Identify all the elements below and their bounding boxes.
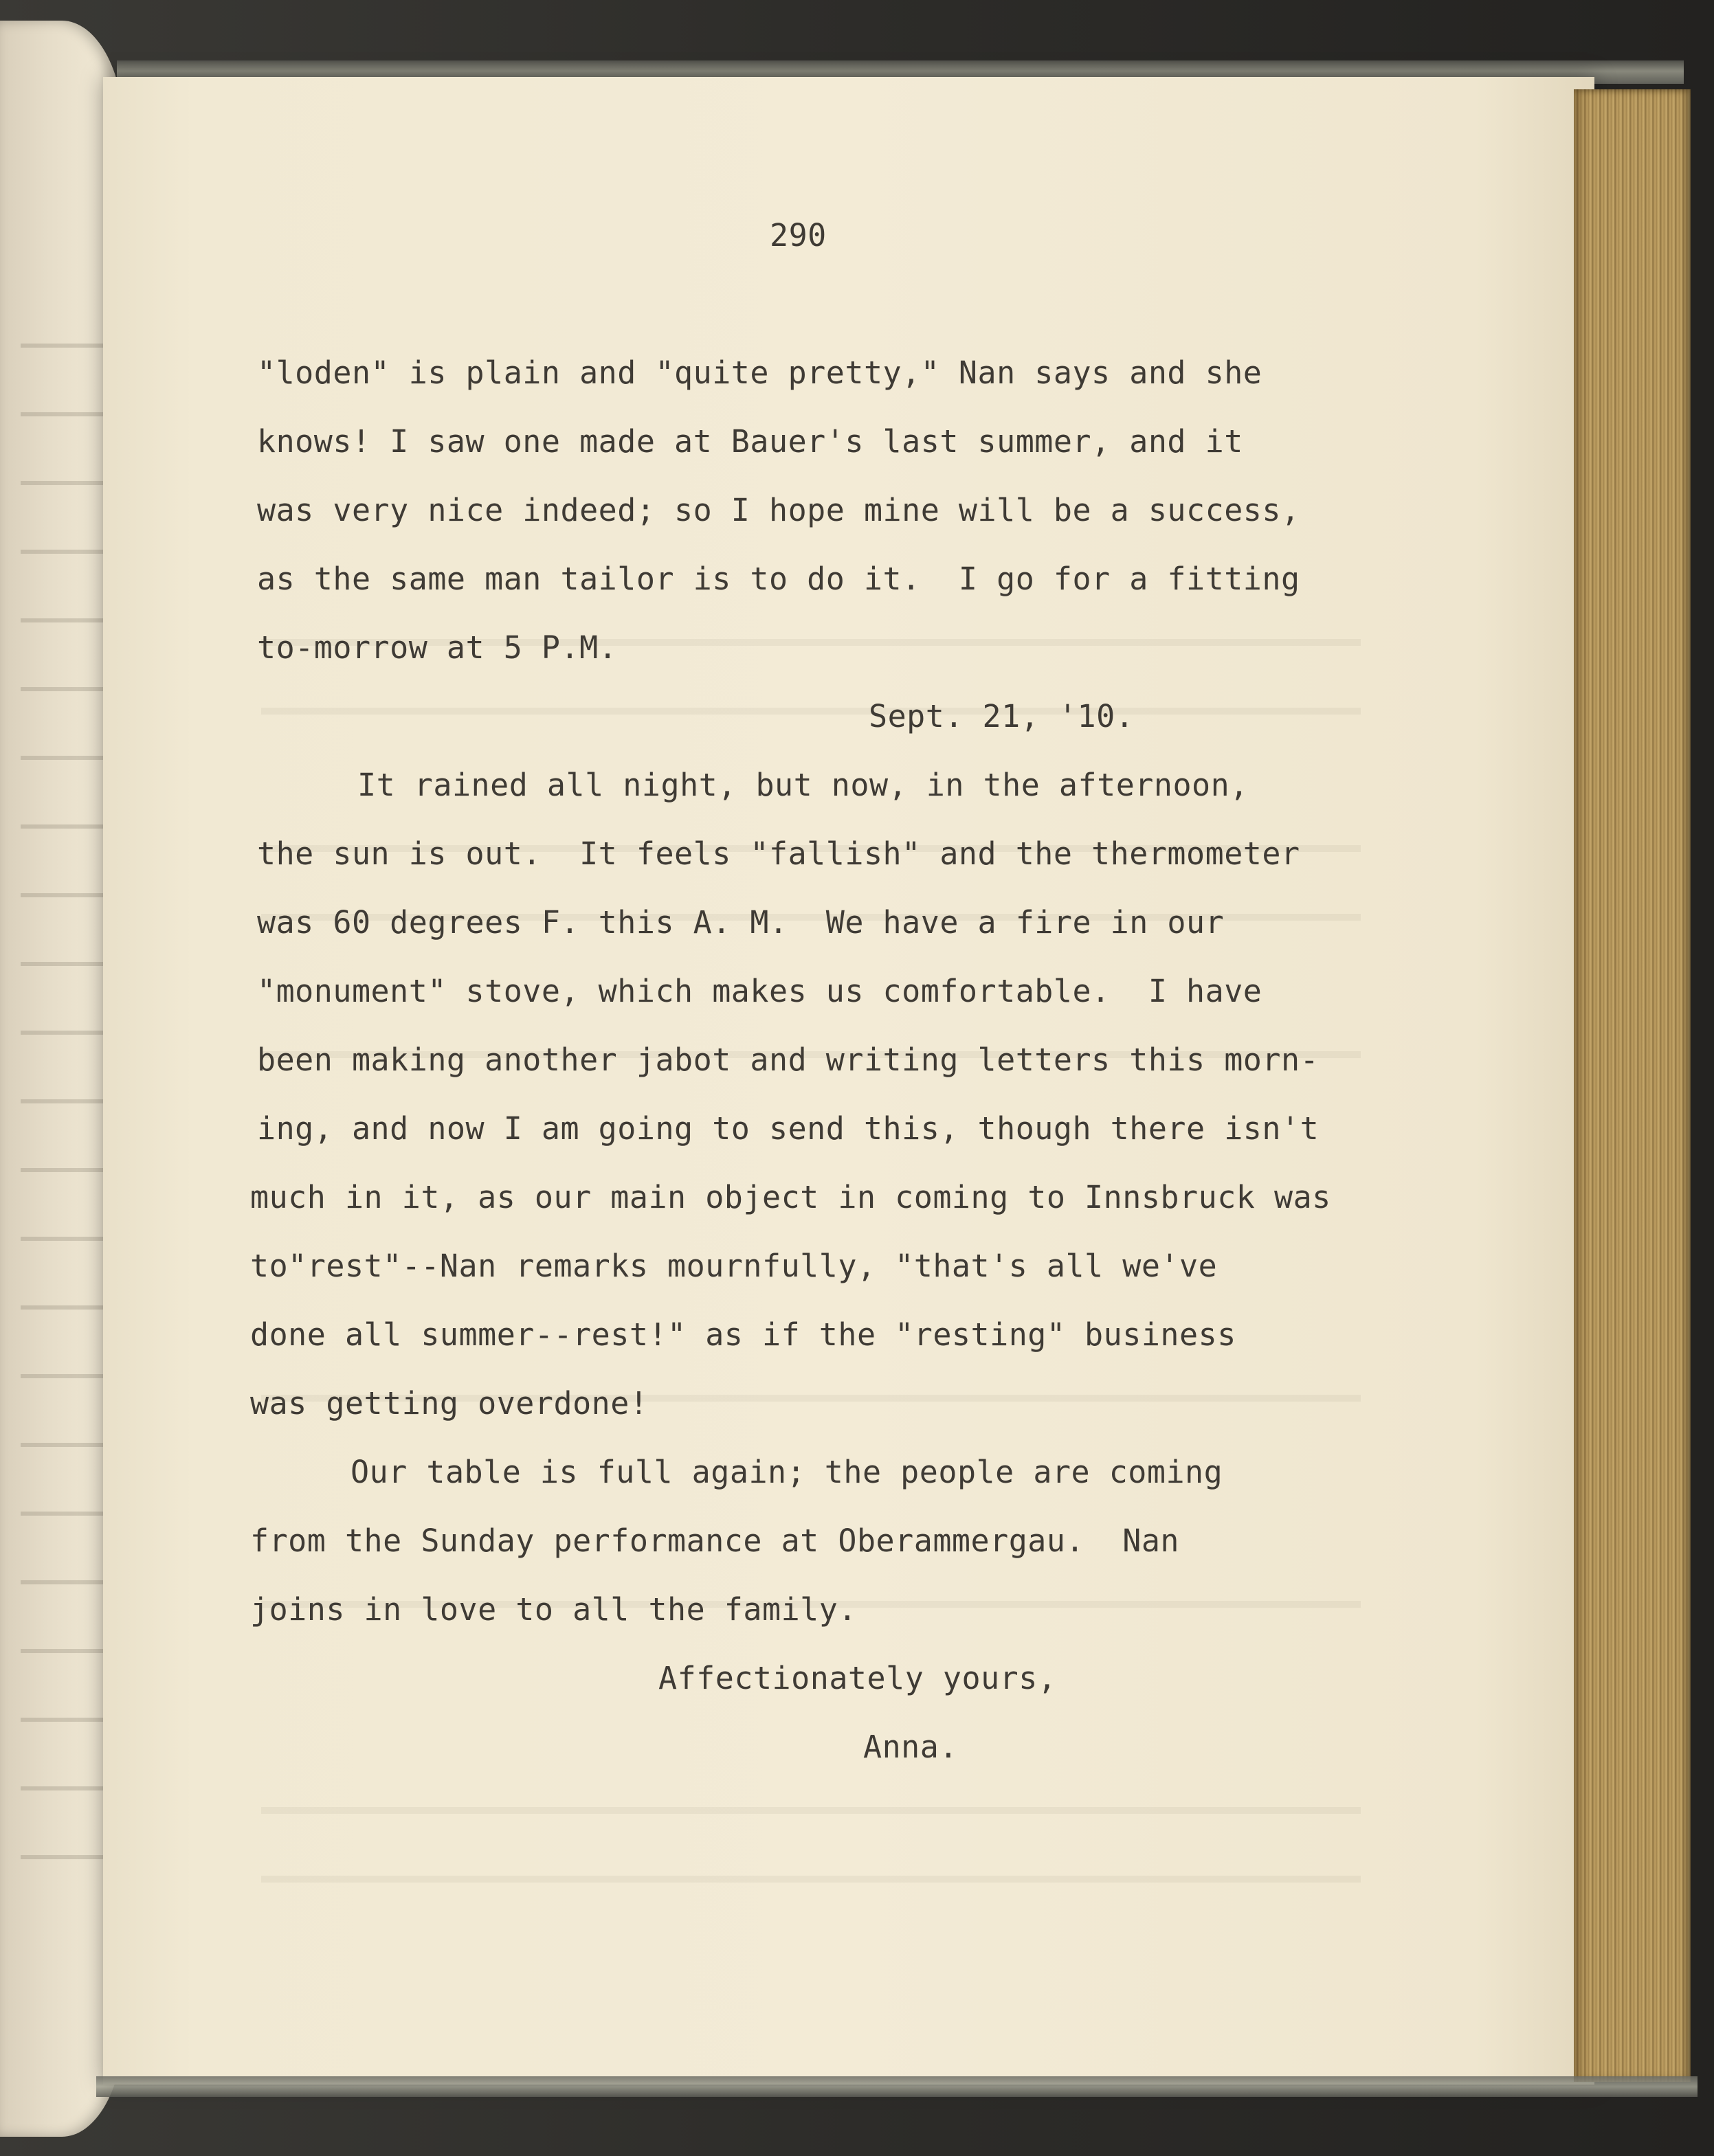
show-through-text <box>261 1876 1361 1883</box>
facing-page-text-shadow <box>21 1305 117 1310</box>
facing-page-text-shadow <box>21 687 117 691</box>
binding-band-bottom <box>96 2076 1698 2097</box>
text-line: much in it, as our main object in coming to Innsbruck was <box>250 1179 1331 1215</box>
facing-page-text-shadow <box>21 1168 117 1172</box>
text-line: ing, and now I am going to send this, though there isn't <box>257 1110 1320 1147</box>
facing-page-text-shadow <box>21 1031 117 1035</box>
letter-signature: Anna. <box>863 1729 958 1765</box>
letter-closing: Affectionately yours, <box>658 1660 1057 1696</box>
facing-page-text-shadow <box>21 1237 117 1241</box>
text-line: "monument" stove, which makes us comfortable. I have <box>257 973 1262 1009</box>
page-edges <box>1574 89 1691 2082</box>
facing-page-text-shadow <box>21 550 117 554</box>
text-line: was getting overdone! <box>250 1385 649 1422</box>
facing-page-text-shadow <box>21 824 117 829</box>
facing-page-text-shadow <box>21 1443 117 1447</box>
text-line: as the same man tailor is to do it. I go for a fitting <box>257 561 1300 597</box>
text-line: to-morrow at 5 P.M. <box>257 629 618 666</box>
text-line: to"rest"--Nan remarks mournfully, "that's all we've <box>250 1248 1218 1284</box>
text-line: joins in love to all the family. <box>250 1591 857 1628</box>
text-line: knows! I saw one made at Bauer's last summer, and it <box>257 423 1243 460</box>
text-line: was 60 degrees F. this A. M. We have a fire in our <box>257 904 1225 941</box>
letter-date: Sept. 21, '10. <box>869 698 1135 734</box>
page-number: 290 <box>770 217 827 254</box>
facing-page-text-shadow <box>21 1718 117 1722</box>
text-line: been making another jabot and writing letters this morn- <box>257 1042 1320 1078</box>
facing-page-text-shadow <box>21 756 117 760</box>
text-line: It rained all night, but now, in the afternoon, <box>357 767 1249 803</box>
facing-page-text-shadow <box>21 1786 117 1790</box>
facing-page-text-shadow <box>21 618 117 622</box>
text-line: from the Sunday performance at Oberammergau. Nan <box>250 1523 1180 1559</box>
show-through-text <box>261 1807 1361 1814</box>
facing-page-text-shadow <box>21 344 117 348</box>
facing-page-text-shadow <box>21 1855 117 1859</box>
facing-page-text-shadow <box>21 1580 117 1584</box>
text-line: done all summer--rest!" as if the "resting" business <box>250 1316 1236 1353</box>
text-line: "loden" is plain and "quite pretty," Nan says and she <box>257 355 1262 391</box>
facing-page-text-shadow <box>21 1512 117 1516</box>
facing-page-text-shadow <box>21 893 117 897</box>
facing-page-text-shadow <box>21 1099 117 1103</box>
facing-page-text-shadow <box>21 481 117 485</box>
facing-page-text-shadow <box>21 962 117 966</box>
facing-page-text-shadow <box>21 1374 117 1378</box>
show-through-text <box>261 708 1361 715</box>
text-line: the sun is out. It feels "fallish" and the thermometer <box>257 835 1300 872</box>
facing-page-text-shadow <box>21 1649 117 1653</box>
facing-page-text-shadow <box>21 412 117 416</box>
text-line: was very nice indeed; so I hope mine will be a success, <box>257 492 1300 528</box>
text-line: Our table is full again; the people are coming <box>350 1454 1223 1490</box>
